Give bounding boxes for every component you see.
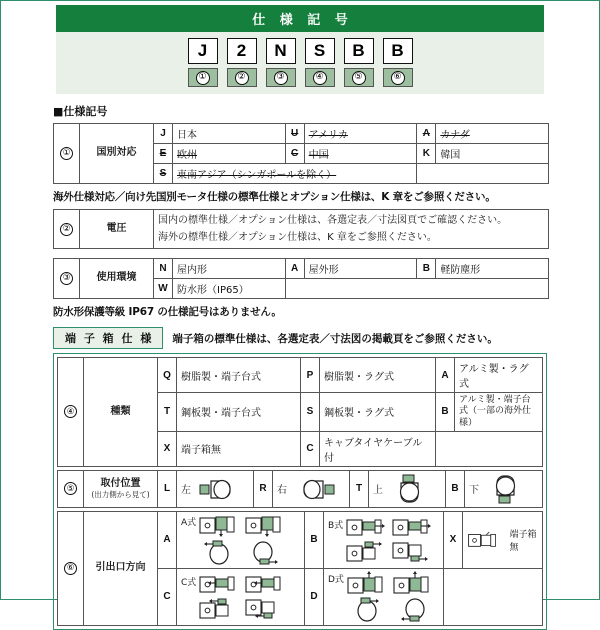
type-key-t: T — [158, 393, 177, 432]
mount-diagram-bottom — [465, 470, 543, 507]
table-row — [54, 259, 549, 279]
outlet-table — [57, 511, 543, 626]
number-cell-4 — [305, 68, 335, 87]
outlet-a-view2-icon — [245, 514, 287, 538]
voltage-line-2: 海外の標準仕様／オプション仕様は、K 章をご参照ください。 — [158, 232, 437, 243]
motor-bottom-box-icon — [485, 473, 525, 505]
note-overseas: 海外仕様対応／向け先国別モータ仕様の標準仕様とオプション仕様は、K 章をご参照ください。 — [53, 191, 496, 203]
mount-key-t: T — [350, 470, 369, 507]
outlet-a-view1-icon — [199, 514, 241, 538]
opt-val-u: アメリカ — [304, 124, 417, 144]
empty-cell — [417, 164, 549, 184]
table-row — [58, 511, 543, 568]
type-key-p: P — [301, 358, 320, 393]
outlet-c-view3-icon — [199, 598, 241, 620]
number-cell-6 — [383, 68, 413, 87]
section-heading: ■仕様記号 — [53, 105, 108, 118]
row-name-country: 国別対応 — [80, 124, 154, 184]
code-cell-5: B — [344, 38, 374, 64]
country-table-wrap — [53, 123, 547, 184]
opt-val-j: 日本 — [173, 124, 286, 144]
circled-number-6: ⑥ — [391, 71, 405, 85]
symbol-banner — [56, 5, 544, 94]
mount-label-right: 右 — [277, 485, 287, 497]
mount-key-b: B — [446, 470, 465, 507]
outlet-c-view4-icon — [245, 598, 287, 620]
code-cell-1: J — [188, 38, 218, 64]
outlet-diagram-a — [177, 511, 305, 568]
table-row — [54, 210, 549, 249]
outlet-c-view2-icon — [245, 574, 287, 596]
mount-key-l: L — [158, 470, 177, 507]
environment-table — [53, 258, 549, 299]
env-key-w: W — [154, 279, 173, 299]
outlet-d-view2-icon — [393, 571, 435, 595]
outlet-key-c: C — [158, 568, 177, 625]
env-val-b: 軽防塵形 — [436, 259, 549, 279]
type-val-p: 樹脂製・ラグ式 — [320, 358, 436, 393]
outlet-label-x: 端子箱無 — [509, 528, 537, 552]
number-cell-1 — [188, 68, 218, 87]
type-key-x: X — [158, 431, 177, 466]
opt-val-c: 中国 — [304, 144, 417, 164]
outlet-d-end1-icon — [347, 597, 389, 623]
table-row — [58, 470, 543, 507]
motor-left-box-icon — [197, 474, 241, 504]
type-key-b: B — [436, 393, 455, 432]
type-val-c: キャブタイヤケーブル付 — [320, 431, 436, 466]
type-key-a: A — [436, 358, 455, 393]
type-key-s: S — [301, 393, 320, 432]
type-val-s: 鋼板製・ラグ式 — [320, 393, 436, 432]
mount-name-main: 取付位置 — [100, 477, 141, 489]
mount-diagram-left — [177, 470, 254, 507]
type-val-q: 樹脂製・端子台式 — [177, 358, 301, 393]
outlet-key-b: B — [305, 511, 324, 568]
opt-key-k: K — [417, 144, 436, 164]
outlet-diagram-d — [324, 568, 444, 625]
outlet-a-end1-icon — [199, 540, 241, 566]
row-index-outlet — [58, 511, 84, 625]
env-val-a: 屋外形 — [304, 259, 417, 279]
opt-key-e: E — [154, 144, 173, 164]
row-index-country — [54, 124, 80, 184]
env-val-w: 防水形（IP65） — [173, 279, 286, 299]
row-index-voltage — [54, 210, 80, 249]
index-circle: ① — [60, 147, 73, 160]
empty-cell — [436, 431, 543, 466]
outlet-diagram-x — [463, 511, 543, 568]
type-val-t: 鋼板製・端子台式 — [177, 393, 301, 432]
index-circle: ② — [60, 223, 73, 236]
outlet-key-a: A — [158, 511, 177, 568]
voltage-table — [53, 209, 549, 249]
opt-val-k: 韓国 — [436, 144, 549, 164]
type-val-b: アルミ製・端子台式（一部の海外仕様） — [455, 393, 543, 432]
mount-label-bottom: 下 — [469, 485, 479, 497]
opt-key-s: S — [154, 164, 173, 184]
opt-val-a: カナダ — [436, 124, 549, 144]
number-cell-3 — [266, 68, 296, 87]
outlet-label-d: D式 — [328, 574, 344, 585]
voltage-text — [154, 210, 549, 249]
outlet-c-view1-icon — [199, 574, 241, 596]
row-index-environment — [54, 259, 80, 299]
row-name-environment: 使用環境 — [80, 259, 154, 299]
mount-label-left: 左 — [181, 485, 191, 497]
country-table — [53, 123, 549, 184]
opt-key-c: C — [285, 144, 304, 164]
type-key-q: Q — [158, 358, 177, 393]
table-row — [54, 124, 549, 144]
env-key-a: A — [285, 259, 304, 279]
type-table — [57, 357, 543, 467]
mount-table — [57, 470, 543, 508]
row-index-mount — [58, 470, 84, 507]
opt-val-s: 東南アジア（シンガポールを除く） — [173, 164, 417, 184]
row-index-type — [58, 358, 84, 467]
number-cell-5 — [344, 68, 374, 87]
number-row — [56, 68, 544, 87]
opt-val-e: 欧州 — [173, 144, 286, 164]
code-cell-3: N — [266, 38, 296, 64]
env-val-n: 屋内形 — [173, 259, 286, 279]
code-cell-4: S — [305, 38, 335, 64]
row-name-voltage: 電圧 — [80, 210, 154, 249]
index-circle: ⑥ — [64, 562, 77, 575]
outlet-label-a: A式 — [181, 517, 197, 528]
opt-key-u: U — [285, 124, 304, 144]
index-circle: ⑤ — [64, 482, 77, 495]
env-key-b: B — [417, 259, 436, 279]
terminal-box-note: 端子箱の標準仕様は、各選定表／寸法図の掲載頁をご参照ください。 — [172, 332, 498, 345]
no-terminal-box-icon — [467, 528, 503, 552]
note-ip67: 防水形保護等級 IP67 の仕様記号はありません。 — [53, 306, 282, 318]
mount-diagram-top — [369, 470, 446, 507]
voltage-line-1: 国内の標準仕様／オプション仕様は、各選定表／寸法図頁でご確認ください。 — [158, 215, 508, 226]
motor-top-box-icon — [389, 473, 429, 505]
outlet-d-end2-icon — [393, 597, 435, 623]
circled-number-5: ⑤ — [352, 71, 366, 85]
table-row — [58, 358, 543, 393]
opt-key-a: A — [417, 124, 436, 144]
code-cell-6: B — [383, 38, 413, 64]
mount-diagram-right — [273, 470, 350, 507]
terminal-box-group — [53, 353, 547, 630]
outlet-label-c: C式 — [181, 577, 197, 588]
code-row — [56, 38, 544, 64]
type-val-x: 端子箱無 — [177, 431, 301, 466]
number-cell-2 — [227, 68, 257, 87]
voltage-table-wrap — [53, 209, 547, 249]
terminal-box-label-row — [53, 327, 599, 349]
circled-number-3: ③ — [274, 71, 288, 85]
mount-label-top: 上 — [373, 485, 383, 497]
outlet-a-end2-icon — [245, 540, 287, 566]
type-key-c: C — [301, 431, 320, 466]
circled-number-1: ① — [196, 71, 210, 85]
outlet-label-b: B式 — [328, 520, 344, 531]
terminal-box-label: 端 子 箱 仕 様 — [53, 327, 163, 349]
circled-number-2: ② — [235, 71, 249, 85]
banner-title: 仕 様 記 号 — [56, 5, 544, 32]
env-key-n: N — [154, 259, 173, 279]
type-val-a: アルミ製・ラグ式 — [455, 358, 543, 393]
mount-key-r: R — [254, 470, 273, 507]
outlet-key-x: X — [444, 511, 463, 568]
code-cell-2: 2 — [227, 38, 257, 64]
opt-key-j: J — [154, 124, 173, 144]
row-name-outlet: 引出口方向 — [84, 511, 158, 625]
outlet-key-d: D — [305, 568, 324, 625]
banner-body — [56, 32, 544, 94]
row-name-mount — [84, 470, 158, 507]
outlet-b-view2-icon — [392, 517, 434, 539]
outlet-b-view3-icon — [346, 541, 388, 563]
empty-cell — [285, 279, 548, 299]
outlet-diagram-c — [177, 568, 305, 625]
empty-cell — [444, 568, 543, 625]
row-name-type: 種類 — [84, 358, 158, 467]
index-circle: ④ — [64, 405, 77, 418]
environment-table-wrap — [53, 258, 547, 299]
mount-name-sub: (出力側から見て) — [91, 490, 150, 500]
circled-number-4: ④ — [313, 71, 327, 85]
outlet-d-view1-icon — [347, 571, 389, 595]
outlet-b-view1-icon — [346, 517, 388, 539]
motor-right-box-icon — [293, 474, 337, 504]
outlet-diagram-b — [324, 511, 444, 568]
index-circle: ③ — [60, 272, 73, 285]
outlet-b-view4-icon — [392, 541, 434, 563]
